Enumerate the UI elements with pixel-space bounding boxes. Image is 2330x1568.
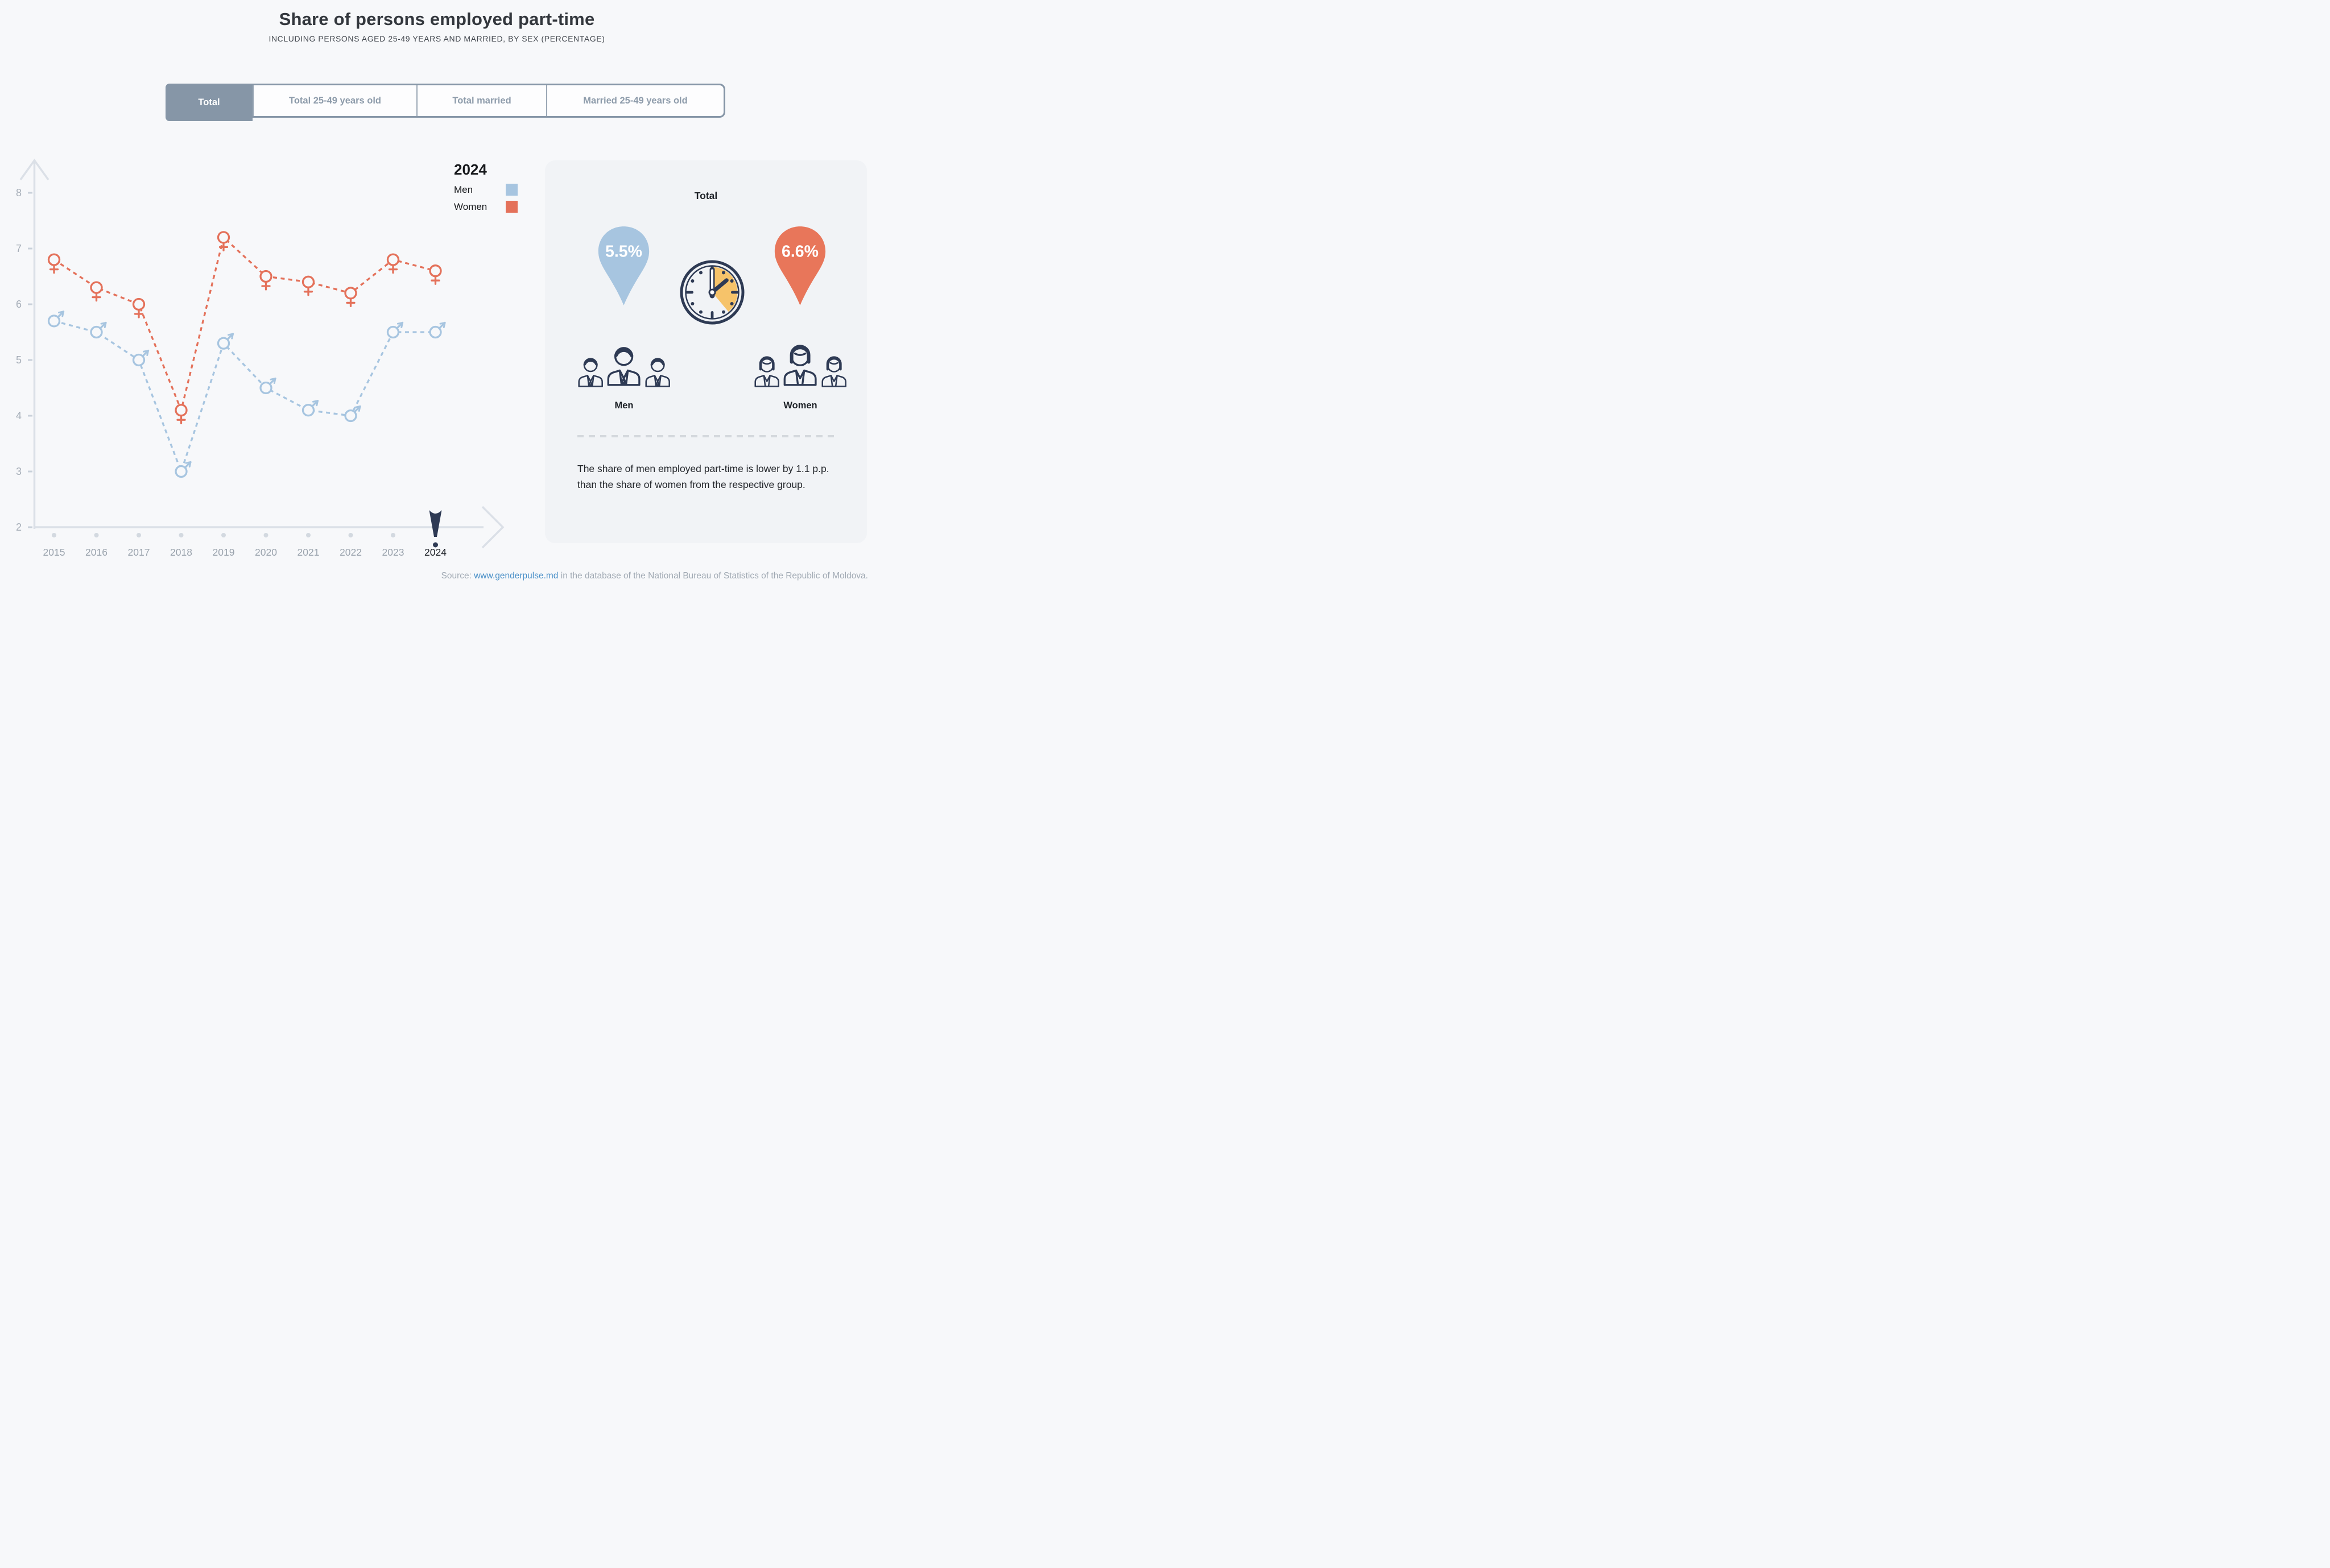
tab-bar [166, 84, 725, 118]
y-tick-label: 7 [15, 243, 22, 254]
female-marker-icon [388, 254, 399, 273]
female-marker-icon [303, 276, 314, 295]
women-group-icon [749, 334, 852, 391]
infographic-page [0, 0, 874, 588]
x-tick-label: 2023 [382, 547, 404, 558]
x-tick-label: 2019 [212, 547, 235, 558]
y-tick-label: 8 [15, 187, 22, 198]
female-marker-icon [91, 282, 102, 300]
tab-total-married[interactable]: Total married [416, 85, 546, 116]
tab-married-25-49-years-old[interactable]: Married 25-49 years old [546, 85, 724, 116]
x-tick-label: 2022 [340, 547, 362, 558]
source-suffix: in the database of the National Bureau of Statistics of the Republic of Moldova. [558, 571, 868, 581]
legend-year: 2024 [454, 161, 487, 178]
source-line [441, 571, 869, 581]
legend-label-women: Women [454, 201, 488, 212]
women-value: 6.6% [782, 242, 819, 261]
legend-item-women [454, 201, 518, 213]
men-value: 5.5% [605, 242, 642, 261]
male-marker-icon [388, 323, 403, 338]
female-marker-icon [218, 232, 229, 251]
y-tick-label: 6 [15, 299, 22, 310]
female-marker-icon [430, 266, 441, 284]
y-tick-label: 2 [15, 522, 22, 533]
x-tick-label: 2016 [85, 547, 108, 558]
female-marker-icon [134, 299, 144, 318]
male-marker-icon [49, 312, 64, 326]
women-series-line [54, 237, 436, 410]
chart-legend [454, 161, 518, 213]
male-marker-icon [91, 323, 106, 338]
x-axis-arrow-icon [482, 507, 503, 548]
men-swatch [506, 184, 518, 196]
dashed-divider [577, 435, 834, 437]
page-subtitle: INCLUDING PERSONS AGED 25-49 YEARS AND MARRIED, BY SEX (PERCENTAGE) [268, 34, 605, 43]
x-tick-label: 2018 [170, 547, 192, 558]
x-tick-label: 2017 [127, 547, 150, 558]
male-marker-icon [430, 323, 445, 338]
men-value-pin [597, 224, 651, 308]
male-marker-icon [218, 334, 233, 349]
female-marker-icon [261, 271, 271, 290]
legend-label-men: Men [454, 184, 473, 195]
source-prefix: Source: [441, 571, 474, 581]
x-tick-label: 2015 [43, 547, 65, 558]
panel-description: The share of men employed part-time is lower by 1.1 p.p. than the share of women from the respective group. [577, 463, 829, 491]
women-swatch [506, 201, 518, 213]
source-link[interactable]: www.genderpulse.md [474, 571, 559, 581]
tab-total[interactable]: Total [166, 84, 253, 121]
men-series-line [54, 321, 436, 471]
y-tick-label: 5 [15, 354, 22, 366]
x-tick-label: 2021 [297, 547, 320, 558]
male-marker-icon [134, 351, 148, 366]
y-tick-label: 3 [15, 466, 22, 477]
female-marker-icon [49, 254, 60, 273]
female-marker-icon [345, 288, 356, 307]
line-chart [0, 152, 540, 586]
men-group-icon [573, 334, 675, 391]
summary-panel [545, 160, 867, 543]
male-marker-icon [345, 407, 360, 421]
male-marker-icon [303, 401, 318, 416]
x-tick-label: 2024 [424, 547, 447, 558]
panel-title: Total [694, 190, 718, 201]
y-tick-label: 4 [15, 410, 22, 421]
clock-icon [678, 258, 746, 326]
women-group-label: Women [783, 400, 817, 411]
year-marker-icon [429, 510, 442, 548]
legend-item-men [454, 184, 518, 196]
female-marker-icon [176, 405, 187, 424]
male-marker-icon [176, 462, 191, 477]
page-title: Share of persons employed part-time [279, 9, 595, 29]
x-tick-label: 2020 [255, 547, 277, 558]
tab-total-25-49-years-old[interactable]: Total 25-49 years old [253, 85, 416, 116]
women-value-pin [773, 224, 827, 308]
men-group-label: Men [614, 400, 634, 411]
